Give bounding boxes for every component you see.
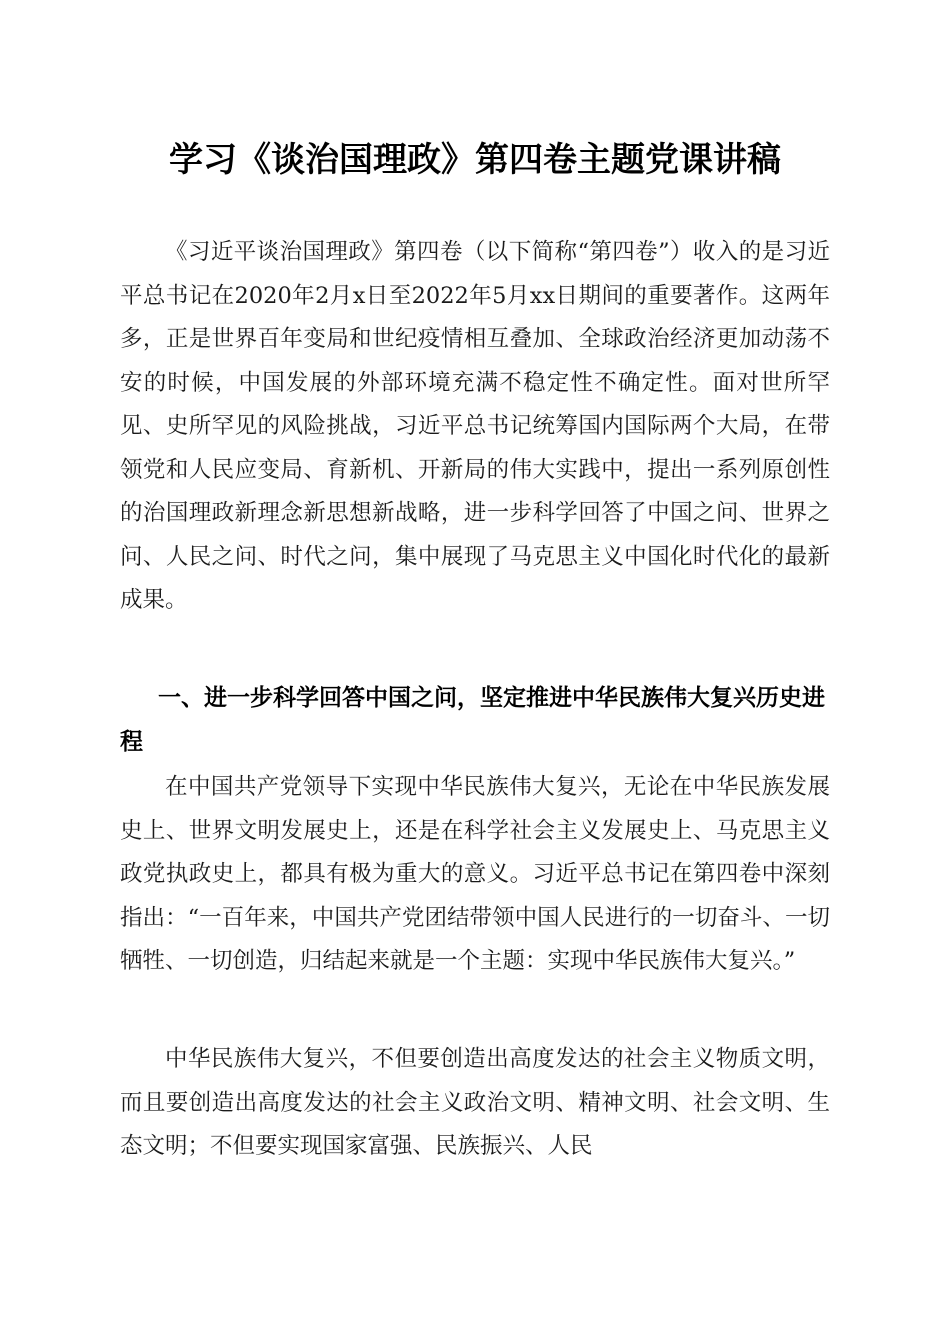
body-paragraph: 在中国共产党领导下实现中华民族伟大复兴，无论在中华民族发展史上、世界文明发展史上，还是在科学社会主义发展史上、马克思主义政党执政史上，都具有极为重大的意义。习近平总书记在第四卷中深刻指出：“一百年来，中国共产党团结带领中国人民进行的一切奋斗、一切牺牲、一切创造，归结起来就是一个主题：实现中华民族伟大复兴。”	[120, 774, 830, 974]
section-heading: 一、进一步科学回答中国之问，坚定推进中华民族伟大复兴历史进程	[120, 685, 825, 755]
intro-paragraph: 《习近平谈治国理政》第四卷（以下简称“第四卷”）收入的是习近平总书记在2020年2月x日至2022年5月xx日期间的重要著作。这两年多，正是世界百年变局和世纪疫情相互叠加、全球政治经济更加动荡不安的时候，中国发展的外部环境充满不稳定性不确定性。面对世所罕见、史所罕见的风险挑战，习近平总书记统筹国内国际两个大局，在带领党和人民应变局、育新机、开新局的伟大实践中，提出一系列原创性的治国理政新理念新思想新战略，进一步科学回答了中国之问、世界之问、人民之问、时代之问，集中展现了马克思主义中国化时代化的最新成果。	[120, 239, 830, 613]
body-paragraph: 中华民族伟大复兴，不但要创造出高度发达的社会主义物质文明，而且要创造出高度发达的社会主义政治文明、精神文明、社会文明、生态文明；不但要实现国家富强、民族振兴、人民	[120, 1046, 830, 1159]
document-title: 学习《谈治国理政》第四卷主题党课讲稿	[169, 140, 781, 180]
